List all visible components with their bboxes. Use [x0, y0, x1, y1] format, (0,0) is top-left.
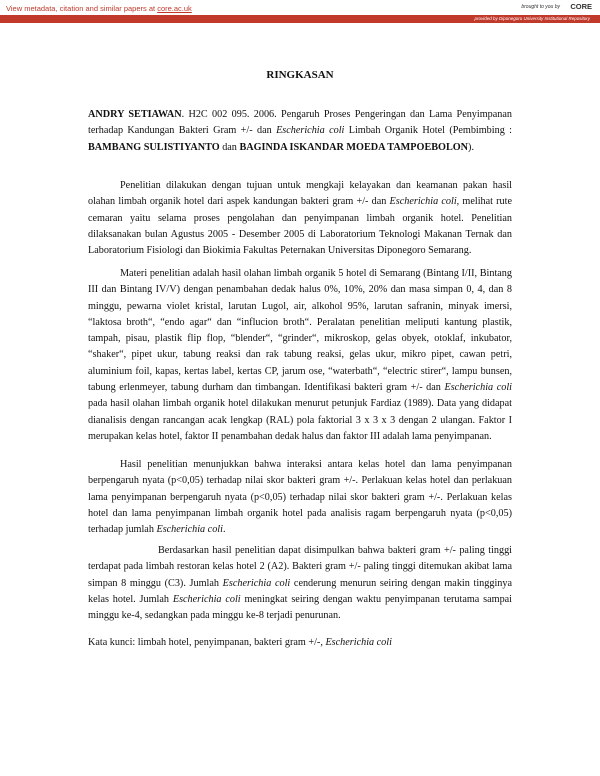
organism-name: Escherichia coli	[222, 577, 291, 589]
page-title: RINGKASAN	[266, 69, 334, 81]
organism-name: Escherichia coli	[172, 593, 241, 605]
provider-bar	[0, 15, 600, 23]
body-paragraph-3: Hasil penelitian menunjukkan bahwa interaksi antara kelas hotel dan lama penyimpanan berpengaruh nyata (p<0,05) terhadap nilai skor bakteri gram +/-. Perlakuan kelas hotel dan perlakuan lama penyimpanan berpengaruh nyata (p<0,05) terhadap nilai skor bakteri gram +/-. Perlakuan kelas hotel dan lama penyimpanan limbah organik hotel pada analisis ragam berpengaruh nyata (p<0,05) terhadap jumlah Escherichia coli.	[88, 459, 512, 536]
organism-name: Escherichia coli	[444, 382, 513, 394]
author-name: ANDRY SETIAWAN	[88, 109, 182, 120]
brought-by-label: brought to you by	[521, 4, 560, 10]
body-paragraph-2: Materi penelitian adalah hasil olahan limbah organik 5 hotel di Semarang (Bintang I/II, Bintang III dan Bintang IV/V) dengan penambahan dedak halus 0%, 10%, 20% dan masa simpan 0, 4, dan 8 minggu, pewarna violet kristal, larutan Lugol, air, alkohol 95%, larutan safranin, minyak imersi, “laktosa broth“, “endo agar“ dan “influcion broth“. Peralatan penelitian meliputi kantung plastik, tampah, pisau, plastik flip flop, “blender“, “grinder“, mikroskop, gelas obyek, otoklaf, inkubator, “shaker“, pipet ukur, tabung reaksi dan rak tabung reaksi, gelas ukur, mikro pipet, cawan petri, aluminium foil, kapas, kertas label, kertas CP, jarum ose, “waterbath“, “electric stirer“, lampu bunsen, tabung erlenmeyer, tabung durham dan timbangan. Identifikasi bakteri gram +/- dan Escherichia coli pada hasil olahan limbah organik hotel dilakukan menurut petunjuk Fardiaz (1989). Data yang didapat dianalisis dengan rancangan acak lengkap (RAL) pola faktorial 3 x 3 x 3 dengan 2 ulangan. Faktor I merupakan kelas hotel, faktor II penambahan dedak halus dan faktor III adalah lama penyimpanan.	[88, 268, 513, 442]
core-logo[interactable]: CORE	[570, 2, 592, 11]
core-link-domain: core.ac.uk	[157, 4, 192, 13]
organism-name: Escherichia coli	[276, 125, 345, 137]
keywords: Kata kunci: limbah hotel, penyimpanan, bakteri gram +/-, Escherichia coli	[88, 637, 392, 648]
organism-name: Escherichia coli	[325, 637, 392, 648]
organism-name: Escherichia coli	[156, 524, 223, 536]
body-paragraph-4: Berdasarkan hasil penelitian dapat disimpulkan bahwa bakteri gram +/- paling tinggi terdapat pada limbah restoran kelas hotel 2 (A2). Bakteri gram +/- paling tinggi ditemukan akibat lama simpan 8 minggu (C3). Jumlah Escherichia coli cenderung menurun seiring dengan makin tingginya kelas hotel. Jumlah Escherichia coli meningkat seiring dengan waktu penyimpanan terutama sampai minggu ke-4, sedangkan pada minggu ke-8 terjadi penurunan.	[88, 545, 513, 622]
body-paragraph-1: Penelitian dilakukan dengan tujuan untuk mengkaji kelayakan dan keamanan pakan hasil olahan limbah organik hotel dari aspek kandungan bakteri gram +/- dan Escherichia coli, melihat rute cemaran yaitu selama proses pengolahan dan penyimpanan limbah organik hotel. Penelitian dilaksanakan bulan Agustus 2005 - Desember 2005 di Laboratorium Teknologi Makanan Ternak dan Laboratorium Fisiologi dan Biokimia Fakultas Peternakan Universitas Diponegoro Semarang.	[88, 180, 512, 257]
citation-paragraph: ANDRY SETIAWAN. H2C 002 095. 2006. Pengaruh Proses Pengeringan dan Lama Penyimpanan terhadap Kandungan Bakteri Gram +/- dan Escherichia coli Limbah Organik Hotel (Pembimbing : BAMBANG SULISTIYANTO dan BAGINDA ISKANDAR MOEDA TAMPOEBOLON).	[88, 109, 512, 153]
advisor-name: BAMBANG SULISTIYANTO	[88, 141, 220, 153]
organism-name: Escherichia coli,	[389, 196, 460, 208]
core-link-text: View metadata, citation and similar papers at	[6, 4, 158, 13]
provided-by-label: provided by Diponegoro University Institutional Repository	[474, 15, 590, 21]
advisor-name: BAGINDA ISKANDAR MOEDA TAMPOEBOLON	[239, 141, 469, 153]
core-metadata-link[interactable]	[6, 4, 192, 13]
core-header	[0, 0, 600, 22]
